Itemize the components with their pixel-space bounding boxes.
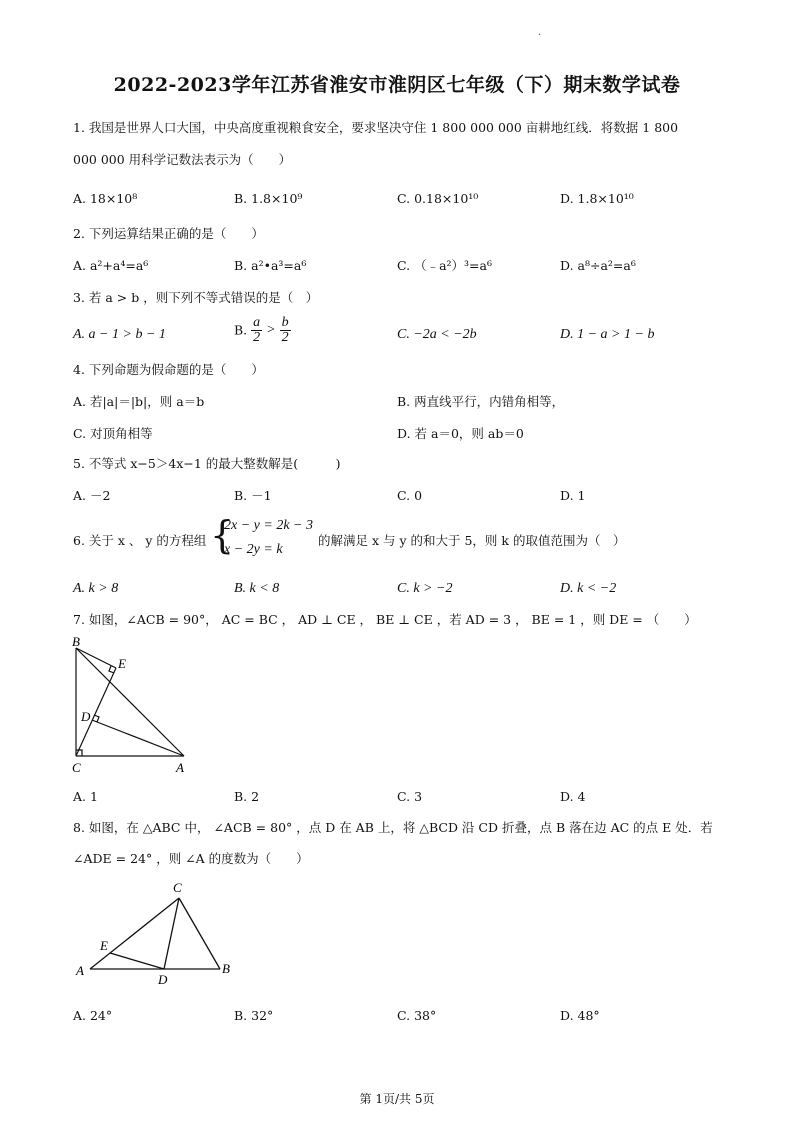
question-5-option-b: B. －1 <box>234 488 272 503</box>
question-5-option-a: A. －2 <box>73 488 111 503</box>
question-7-option-b: B. 2 <box>234 789 260 804</box>
question-8-text-line1: 8. 如图，在 △ABC 中， ∠ACB = 80° ，点 D 在 AB 上，将 △BCD 沿 CD 折叠，点 B 落在边 AC 的点 E 处．若 <box>73 820 713 835</box>
question-6-option-d: D. k < −2 <box>560 581 617 596</box>
page-title: 2022-2023学年江苏省淮安市淮阴区七年级（下）期末数学试卷 <box>113 74 681 96</box>
question-3-option-a: A. a − 1 > b − 1 <box>73 327 166 342</box>
system-equation-1: 2x − y = 2k − 3 <box>224 518 313 533</box>
question-3-text: 3. 若 a > b ，则下列不等式错误的是（ ） <box>73 290 319 305</box>
question-1-option-a: A. 18×10⁸ <box>73 191 138 206</box>
question-1-option-b: B. 1.8×10⁹ <box>234 191 303 206</box>
question-5-option-d: D. 1 <box>560 488 586 503</box>
question-6-prefix: 6. 关于 x 、 y 的方程组 <box>73 533 207 548</box>
question-8-option-b: B. 32° <box>234 1008 274 1023</box>
label-b: B <box>72 636 80 649</box>
system-equation-2: x − 2y = k <box>224 542 283 557</box>
question-2-option-d: D. a⁸÷a²=a⁶ <box>560 258 636 273</box>
question-3-option-d: D. 1 − a > 1 − b <box>560 327 655 342</box>
question-3-option-c: C. −2a < −2b <box>397 327 477 342</box>
segment-be <box>76 648 116 668</box>
question-6-option-b: B. k < 8 <box>234 581 280 596</box>
question-4-option-d: D. 若 a＝0，则 ab＝0 <box>397 426 524 441</box>
label-a: A <box>176 760 184 775</box>
system-brace: { <box>210 513 235 557</box>
question-7-text: 7. 如图，∠ACB = 90°， AC = BC ， AD ⊥ CE ， BE ⊥ CE ，若 AD = 3 ， BE = 1 ，则 DE = （ ） <box>73 612 697 627</box>
label-d: D <box>158 972 168 987</box>
question-4-text: 4. 下列命题为假命题的是（ ） <box>73 362 264 377</box>
question-8-option-c: C. 38° <box>397 1008 437 1023</box>
question-1-option-c: C. 0.18×10¹⁰ <box>397 191 479 206</box>
fraction-a-over-2: $\frac{a}{2}$ <box>253 315 261 345</box>
label-e: E <box>118 656 126 671</box>
fraction-b-over-2: $\frac{b}{2}$ <box>281 315 289 345</box>
segment-ab <box>76 648 184 756</box>
question-2-option-a: A. a²+a⁴=a⁶ <box>73 258 149 273</box>
question-5-option-c: C. 0 <box>397 488 423 503</box>
question-7-option-a: A. 1 <box>73 789 98 804</box>
question-4-option-c: C. 对顶角相等 <box>73 426 153 441</box>
question-5-text: 5. 不等式 x−5＞4x−1 的最大整数解是( ) <box>73 456 341 471</box>
question-8-option-d: D. 48° <box>560 1008 600 1023</box>
page-footer: 第 1页/共 5页 <box>359 1092 435 1106</box>
label-e: E <box>100 938 108 953</box>
question-2-option-c: C. （﹣a²）³=a⁶ <box>397 258 492 273</box>
question-3-option-b: B. $\frac{a}{2}$ > $\frac{b}{2}$ <box>234 315 289 345</box>
question-4-option-a: A. 若|a|＝|b|，则 a＝b <box>73 394 205 409</box>
question-7-option-d: D. 4 <box>560 789 586 804</box>
question-4-option-b: B. 两直线平行，内错角相等， <box>397 394 565 409</box>
question-2-text: 2. 下列运算结果正确的是（ ） <box>73 226 264 241</box>
question-8-text-line2: ∠ADE = 24° ，则 ∠A 的度数为（ ） <box>73 851 309 866</box>
question-6-suffix: 的解满足 x 与 y 的和大于 5，则 k 的取值范围为（ ） <box>318 533 626 548</box>
segment-ad <box>92 720 184 756</box>
question-1-text-line1: 1. 我国是世界人口大国，中央高度重视粮食安全，要求坚决守住 1 800 000 000 亩耕地红线．将数据 1 800 <box>73 120 679 135</box>
question-6-option-a: A. k > 8 <box>73 581 119 596</box>
question-8-option-a: A. 24° <box>73 1008 113 1023</box>
question-7-figure <box>68 636 198 776</box>
question-7-option-c: C. 3 <box>397 789 423 804</box>
label-c: C <box>72 760 81 775</box>
question-2-option-b: B. a²•a³=a⁶ <box>234 258 307 273</box>
label-a: A <box>76 963 84 978</box>
header-mark: · <box>538 30 542 41</box>
question-8-figure <box>68 878 243 993</box>
segment-ed <box>110 953 164 969</box>
label-c: C <box>173 880 182 895</box>
question-6-option-c: C. k > −2 <box>397 581 453 596</box>
question-1-option-d: D. 1.8×10¹⁰ <box>560 191 634 206</box>
label-b: B <box>222 961 230 976</box>
label-d: D <box>81 709 91 724</box>
segment-cb <box>179 898 220 969</box>
question-1-text-line2: 000 000 用科学记数法表示为（ ） <box>73 152 292 167</box>
